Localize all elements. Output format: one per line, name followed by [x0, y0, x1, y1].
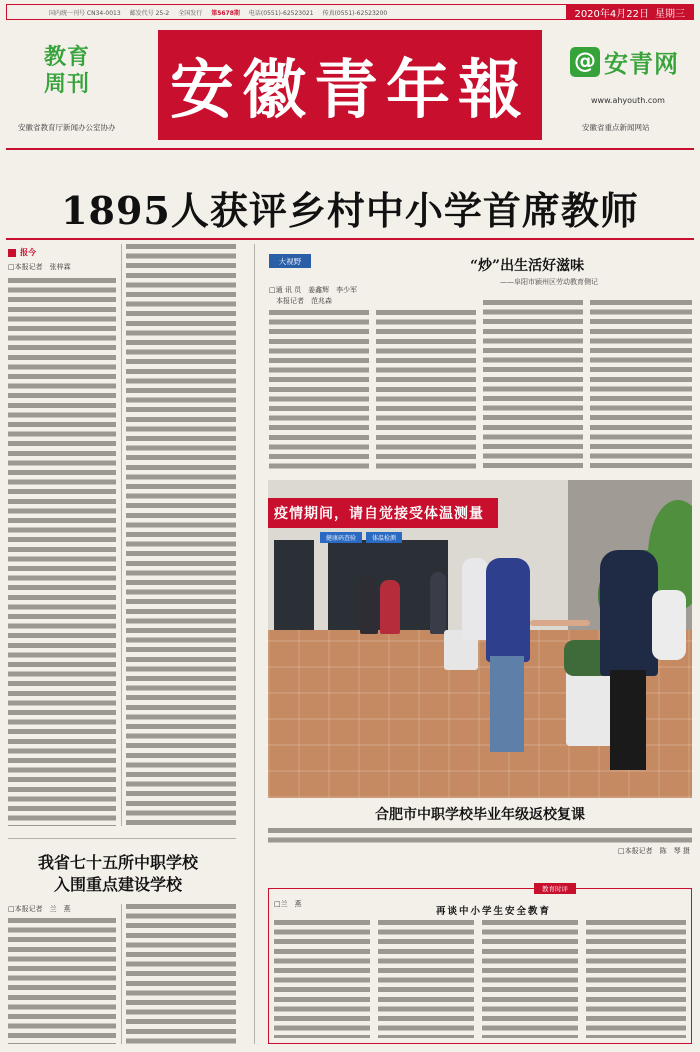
section-divider [254, 244, 255, 1044]
photo-caption-title: 合肥市中职学校毕业年级返校复课 [375, 807, 585, 823]
feature-title: “炒”出生活好滋味 [470, 258, 585, 274]
section-title-line: 教育 [44, 45, 91, 70]
feature-body-col-4 [590, 300, 692, 470]
meta-item: 第5678期 [211, 9, 240, 17]
lead-byline: □本报记者 张梓霖 [8, 263, 71, 271]
photo-doorway [274, 540, 314, 630]
feature-body-col-3 [483, 300, 583, 470]
date-text: 2020年4月22日 [574, 8, 649, 20]
feature-body-col-1 [269, 310, 369, 470]
column-divider [121, 244, 122, 826]
website-caption: 安徽省重点新闻网站 [582, 123, 650, 132]
masthead-divider [6, 148, 694, 150]
lead-body-col-1 [8, 278, 116, 826]
second-story-title [0, 852, 236, 896]
feature-body-col-2 [376, 310, 476, 470]
photo-student [600, 550, 658, 676]
meta-item: 电话(0551)-62523021 [248, 9, 314, 17]
photo-handshake [530, 620, 590, 626]
commentary-byline: □兰 燕 [274, 900, 302, 908]
feature-subtitle: ——阜阳市颍州区劳动教育侧记 [500, 278, 598, 286]
feature-byline: □通 讯 员 姜鑫辉 李少军 [269, 286, 358, 294]
weekday-text: 星期三 [655, 8, 685, 20]
second-body-col-2 [126, 904, 236, 1044]
commentary-body-col-3 [482, 920, 578, 1038]
photo-person [430, 572, 446, 634]
story-divider [8, 838, 236, 839]
photo-person [360, 576, 378, 634]
second-story-title-line: 我省七十五所中职学校 [37, 853, 198, 872]
feature-byline: 本报记者 范兆森 [269, 297, 332, 305]
newspaper-masthead [158, 30, 542, 140]
photo-student-legs [610, 670, 646, 770]
photo-signs [320, 532, 402, 543]
website-name: 安青网 [604, 49, 679, 78]
photo-banner [268, 498, 498, 528]
website-url: www.ahyouth.com [591, 96, 665, 105]
photo-sign: 健康码查验 [320, 532, 362, 543]
commentary-body-col-1 [274, 920, 370, 1038]
lead-body-col-2 [126, 244, 236, 826]
meta-item: 国内统一刊号 CN34-0013 [49, 9, 121, 17]
kicker-label: 报今 [20, 248, 36, 257]
at-sign-icon: @ [570, 47, 600, 77]
photo-person [462, 558, 488, 640]
photo-banner-text: 疫情期间，请自觉接受体温测量 [274, 506, 484, 522]
issue-info-bar [6, 4, 694, 20]
second-story-title-line: 入围重点建设学校 [53, 875, 182, 894]
section-caption: 安徽省教育厅新闻办公室协办 [18, 123, 116, 132]
meta-item: 全国发行 [178, 9, 203, 17]
photo-backpack [652, 590, 686, 660]
website-logo [570, 44, 679, 79]
photo-caption-credit: □本报记者 陈 琴 摄 [618, 847, 690, 855]
photo-sign: 体温检测 [366, 532, 402, 543]
column-divider [121, 904, 122, 1044]
headline-divider [6, 238, 694, 240]
issue-date [566, 5, 693, 19]
photo-caption-body [268, 828, 692, 847]
section-title-line: 周刊 [44, 72, 91, 97]
meta-item: 传真(0551)-62523200 [322, 9, 388, 17]
kicker-marker-icon [8, 249, 16, 257]
news-photo [268, 480, 692, 798]
lead-kicker [8, 247, 36, 258]
commentary-title: 再谈中小学生安全教育 [436, 906, 552, 917]
photo-teacher-legs [490, 656, 524, 752]
issue-meta [7, 8, 566, 17]
commentary-body-col-2 [378, 920, 474, 1038]
second-body-col-1 [8, 918, 116, 1044]
photo-teacher [486, 558, 530, 662]
meta-item: 邮发代号 25-2 [129, 9, 170, 17]
second-story-byline: □本报记者 兰 燕 [8, 905, 71, 913]
section-title [44, 44, 90, 98]
commentary-body-col-4 [586, 920, 686, 1038]
newspaper-title: 安徽青年報 [170, 53, 530, 128]
feature-badge: 大视野 [269, 254, 311, 268]
photo-person [380, 580, 400, 634]
main-headline: 1895人获评乡村中小学首席教师 [61, 188, 639, 233]
commentary-badge: 教育时评 [534, 883, 576, 894]
